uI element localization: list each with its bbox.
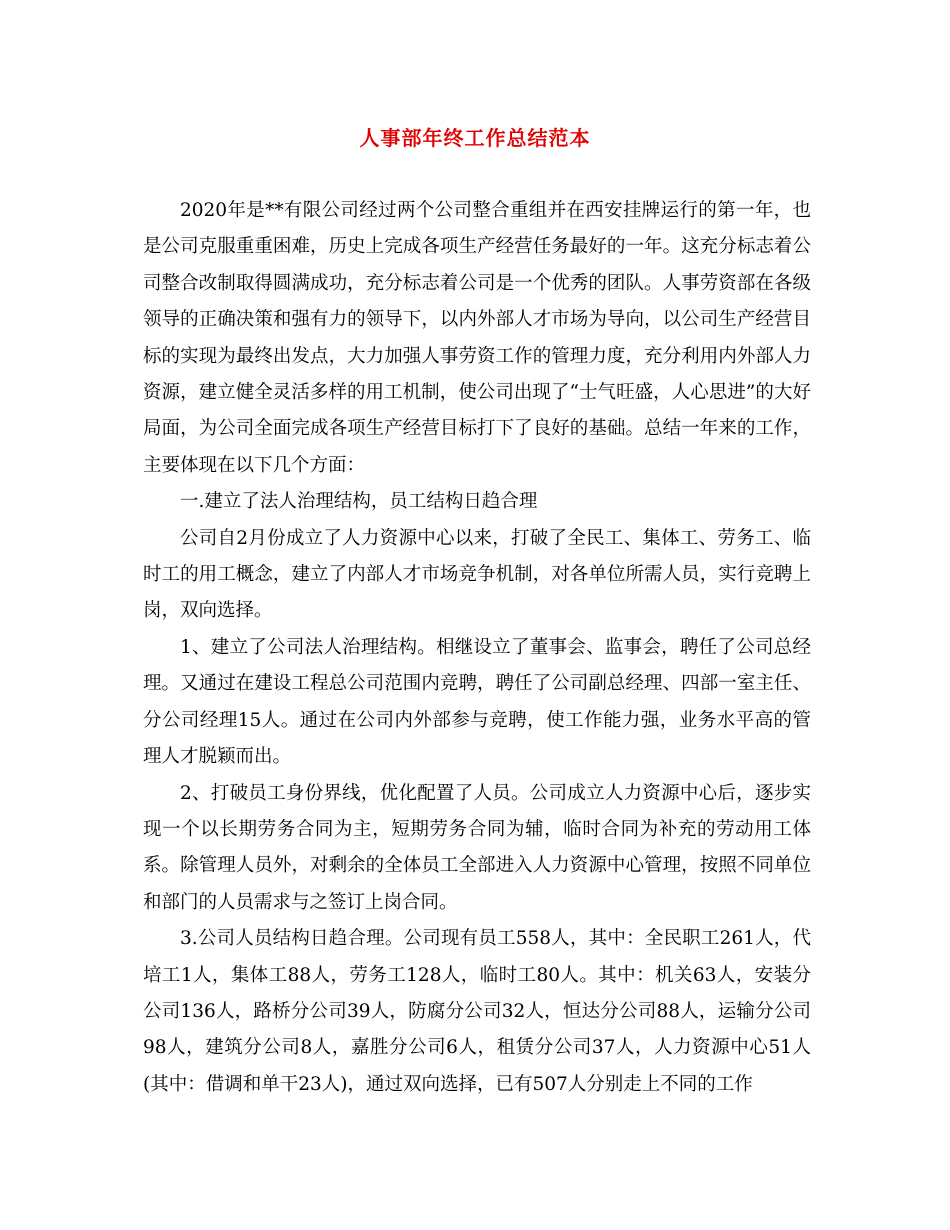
section-heading-1: 一.建立了法人治理结构，员工结构日趋合理 [180, 491, 538, 513]
paragraph-hr-center: 公司自2月份成立了人力资源中心以来，打破了全民工、集体工、劳务工、临时工的用工概念，建立了内部人才市场竞争机制，对各单位所需人员，实行竞聘上岗，双向选择。 [143, 527, 811, 622]
paragraph-item-1: 1、建立了公司法人治理结构。相继设立了董事会、监事会，聘任了公司总经理。又通过在建设工程总公司范围内竞聘，聘任了公司副总经理、四部一室主任、分公司经理15人。通过在公司内外部参与竞聘，使工作能力强，业务水平高的管理人才脱颖而出。 [143, 636, 811, 768]
paragraph-item-2: 2、打破员工身份界线，优化配置了人员。公司成立人力资源中心后，逐步实现一个以长期劳务合同为主，短期劳务合同为辅，临时合同为补充的劳动用工体系。除管理人员外，对剩余的全体员工全部进入人力资源中心管理，按照不同单位和部门的人员需求与之签订上岗合同。 [143, 782, 811, 913]
paragraph-intro: 2020年是**有限公司经过两个公司整合重组并在西安挂牌运行的第一年，也是公司克服重重困难，历史上完成各项生产经营任务最好的一年。这充分标志着公司整合改制取得圆满成功，充分标志着公司是一个优秀的团队。人事劳资部在各级领导的正确决策和强有力的领导下，以内外部人才市场为导向，以公司生产经营目标的实现为最终出发点，大力加强人事劳资工作的管理力度，充分利用内外部人力资源，建立健全灵活多样的用工机制，使公司出现了“士气旺盛，人心思进”的大好局面，为公司全面完成各项生产经营目标打下了良好的基础。总结一年来的工作，主要体现在以下几个方面： [143, 200, 811, 476]
paragraph-item-3: 3.公司人员结构日趋合理。公司现有员工558人，其中：全民职工261人，代培工1人，集体工88人，劳务工128人，临时工80人。其中：机关63人，安装分公司136人，路桥分公司39人，防腐分公司32人，恒达分公司88人，运输分公司98人，建筑分公司8人，嘉胜分公司6人，租赁分公司37人，人力资源中心51人(其中：借调和单干23人)，通过双向选择，已有507人分别走上不同的工作 [143, 928, 811, 1095]
document-body [143, 193, 811, 1103]
document-title: 人事部年终工作总结范本 [359, 126, 591, 150]
